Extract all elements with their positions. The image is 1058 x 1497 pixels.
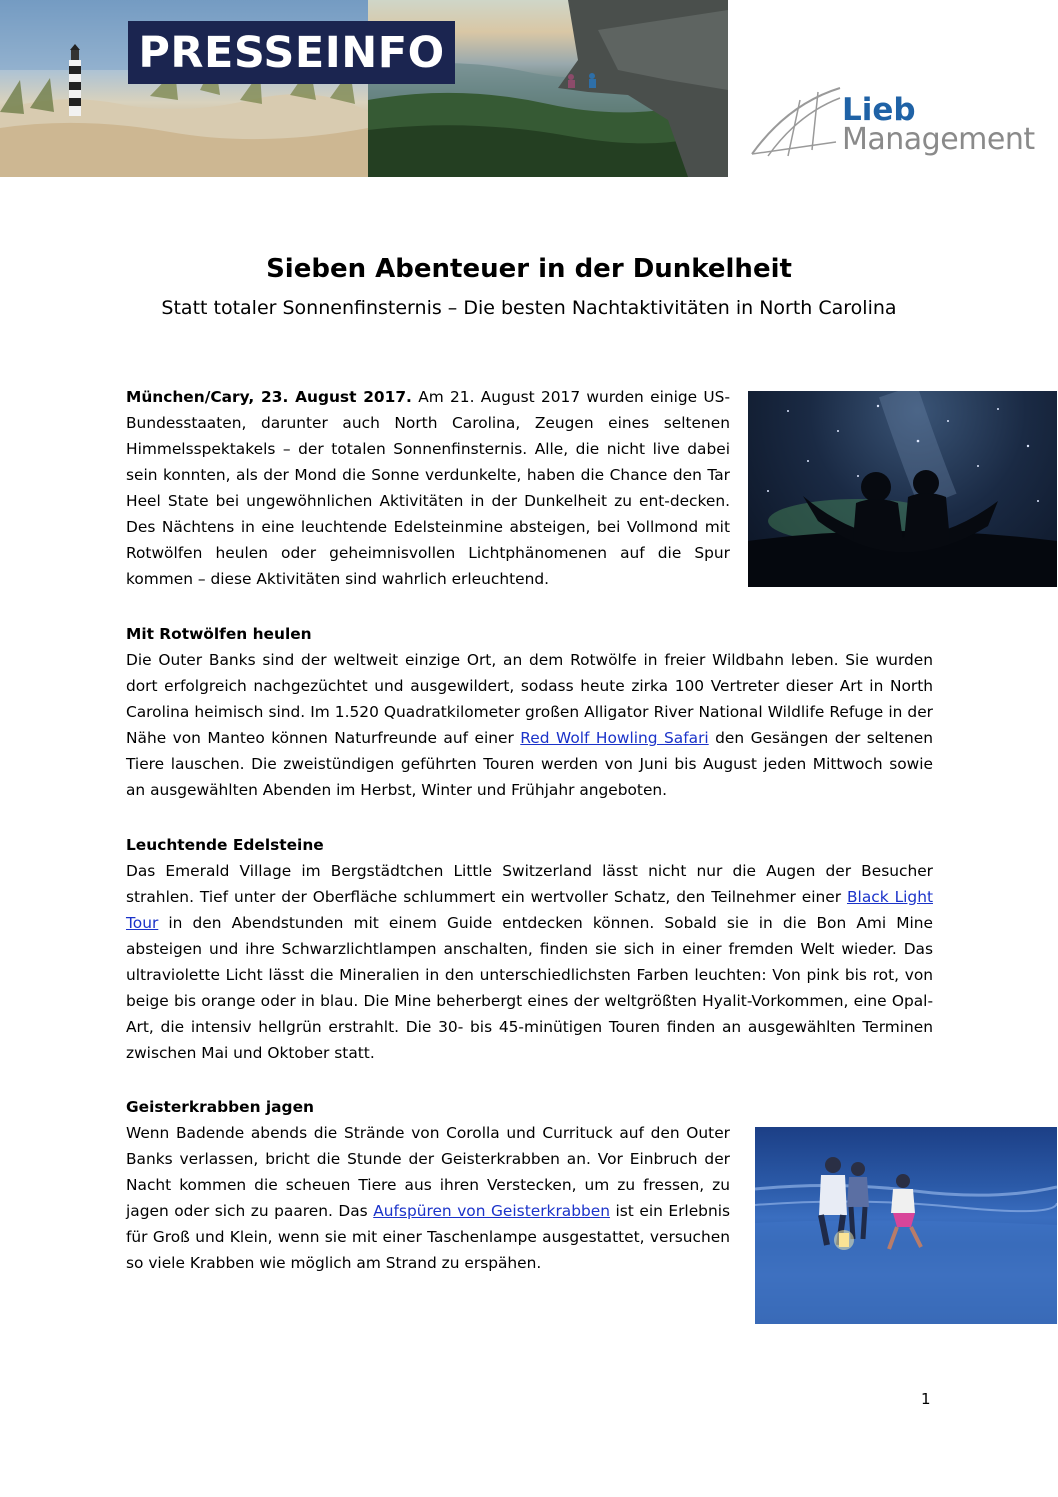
intro-paragraph bbox=[126, 384, 730, 592]
black-light-tour-link[interactable]: Black Light Tour bbox=[126, 888, 933, 932]
presseinfo-label: PRESSEINFO bbox=[138, 27, 445, 78]
logo-name-bottom: Management bbox=[842, 122, 1035, 157]
page-number: 1 bbox=[921, 1390, 931, 1408]
wolves-text-before: Die Outer Banks sind der weltweit einzige Ort, an dem Rotwölfe in freier Wildbahn leben. Sie wurden dort erfolgreich nachgezüchtet und ausgewildert, sodass heute zirka 100 Vertreter dieser Art in North Carolina heimisch sind. Im 1.520 Quadratkilometer großen Alligator River National Wildlife Refuge in der Nähe von Manteo können Naturfreunde auf einer bbox=[126, 651, 933, 747]
logo-name-top: Lieb bbox=[842, 92, 916, 128]
red-wolf-howling-safari-link[interactable]: Red Wolf Howling Safari bbox=[520, 729, 709, 747]
page-subtitle: Statt totaler Sonnenfinsternis – Die besten Nachtaktivitäten in North Carolina bbox=[161, 297, 897, 319]
gems-text-after: in den Abendstunden mit einem Guide entdecken können. Sobald sie in die Bon Ami Mine absteigen und ihre Schwarzlichtlampen anschalten, finden sie sich in einer fremden Welt wieder. Das ultraviolette Licht lässt die Mineralien in den unterschiedlichsten Farben leuchten: Von pink bis rot, von beige bis orange oder in blau. Die Mine beherbergt eines der weltgrößten Hyalit-Vorkommen, eine Opal-Art, die intensiv hellgrün erstrahlt. Die 30- bis 45-minütigen Touren finden an ausgewählten Terminen zwischen Mai und Oktober statt. bbox=[126, 914, 933, 1062]
section-heading-crabs: Geisterkrabben jagen bbox=[126, 1098, 314, 1116]
section-body-gems bbox=[126, 858, 933, 1066]
crabs-text-after: ist ein Erlebnis für Groß und Klein, wenn sie mit einer Taschenlampe ausgestattet, versuchen so viele Krabben wie möglich am Strand zu erspähen. bbox=[126, 1202, 730, 1272]
wolves-text-after: den Gesängen der seltenen Tiere lauschen. Die zweistündigen geführten Touren werden von Juni bis August jeden Mittwoch sowie an ausgewählten Abenden im Herbst, Winter und Frühjahr angeboten. bbox=[126, 729, 933, 799]
night-sky-hammock-photo bbox=[748, 391, 1057, 587]
section-body-crabs bbox=[126, 1120, 730, 1276]
lieb-management-logo-mark bbox=[748, 84, 844, 160]
ghost-crab-tracking-link[interactable]: Aufspüren von Geisterkrabben bbox=[373, 1202, 610, 1220]
section-heading-gems: Leuchtende Edelsteine bbox=[126, 836, 324, 854]
presseinfo-banner bbox=[128, 21, 455, 84]
crabs-text-before: Wenn Badende abends die Strände von Corolla und Currituck auf den Outer Banks verlassen, bricht die Stunde der Geisterkrabben an. Vor Einbruch der Nacht kommen die scheuen Tiere aus ihren Verstecken, um zu fressen, zu jagen oder sich zu paaren. Das bbox=[126, 1124, 730, 1220]
intro-text: Am 21. August 2017 wurden einige US-Bundesstaaten, darunter auch North Carolina, Zeugen eines seltenen Himmelsspektakels – der totalen Sonnenfinsternis. Alle, die nicht live dabei sein konnten, als der Mond die Sonne verdunkelte, haben die Chance den Tar Heel State bei ungewöhnlichen Aktivitäten in der Dunkelheit zu ent-decken. Des Nächtens in eine leuchtende Edelsteinmine absteigen, bei Vollmond mit Rotwölfen heulen oder geheimnisvollen Lichtphänomenen auf die Spur kommen – diese Aktivitäten sind wahrlich erleuchtend. bbox=[126, 388, 730, 588]
beach-night-kids-photo bbox=[755, 1127, 1057, 1324]
section-heading-wolves: Mit Rotwölfen heulen bbox=[126, 625, 312, 643]
header-banner bbox=[0, 0, 1058, 177]
intro-dateline: München/Cary, 23. August 2017. bbox=[126, 388, 412, 406]
page-title: Sieben Abenteuer in der Dunkelheit bbox=[266, 254, 792, 284]
gems-text-before: Das Emerald Village im Bergstädtchen Little Switzerland lässt nicht nur die Augen der Besucher strahlen. Tief unter der Oberfläche schlummert ein wertvoller Schatz, den Teilnehmer einer bbox=[126, 862, 933, 906]
section-body-wolves bbox=[126, 647, 933, 803]
